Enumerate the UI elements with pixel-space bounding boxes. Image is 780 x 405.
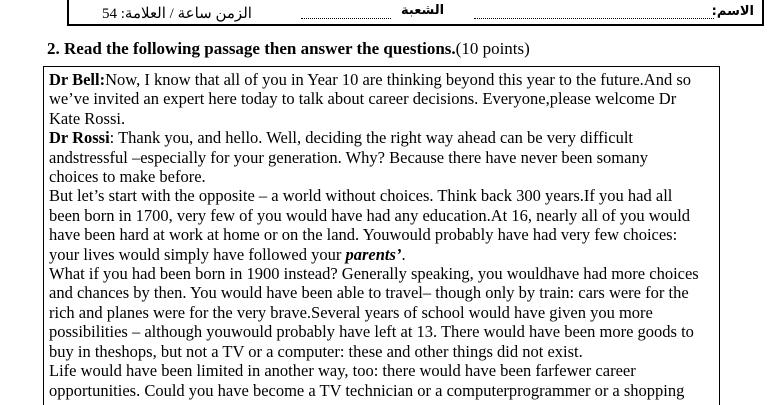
passage-line: Kate Rossi. [49,108,126,128]
speaker-name: Dr Bell: [49,70,106,89]
passage-line: andstressful –especially for your generation. Why? Because there have never been somany [49,147,648,167]
question-heading [47,39,530,59]
name-label: الاسم: [711,4,754,19]
passage-line: have been hard at work at home or on the land. Youwould probably have had very few choices: [49,225,678,245]
reading-passage [43,66,720,405]
emphasized-word: parents’ [345,244,402,264]
passage-line: been born in 1700, very few of you would have had any education.At 16, nearly all of you would [49,205,691,225]
passage-line: possibilities – although youwould probably have left at 13. There would have been more goods to [49,322,694,342]
passage-line: rich and planes were for the very brave.Several years of school would have given you more [49,302,653,322]
passage-line: What if you had been born in 1900 instead? Generally speaking, you wouldhave had more choices [49,264,699,284]
question-points: (10 points) [455,39,530,58]
passage-line: and chances by then. You would have been able to travel– though only by train: cars were for the [49,283,689,303]
passage-line: buy in theshops, but not a TV or a computer: these and other things did not exist. [49,341,583,361]
passage-line: Life would have been limited in another way, too: there would have been farfewer career [49,361,636,381]
passage-line: we’ve invited an expert here today to talk about career decisions. Everyone,please welcome Dr [49,89,677,109]
class-label: الشعبة [401,3,445,18]
passage-line: your lives would simply have followed your parents’. [49,244,406,264]
question-prompt: 2. Read the following passage then answer the questions. [47,39,456,58]
student-info-header [67,0,764,26]
passage-line: opportunities. Could you have become a TV technician or a computerprogrammer or a shopping [49,380,685,400]
name-field[interactable] [474,4,714,19]
passage-line: Dr Bell:Now, I know that all of you in Year 10 are thinking beyond this year to the future.And so [49,70,692,89]
passage-line: choices to make before. [49,167,206,187]
passage-line: Dr Rossi: Thank you, and hello. Well, deciding the right way ahead can be very difficult [49,128,633,148]
speaker-name: Dr Rossi [49,128,110,148]
passage-line: But let’s start with the opposite – a world without choices. Think back 300 years.If you had all [49,186,673,206]
time-grade-label: الزمن ساعة / العلامة: 54 [102,6,252,22]
class-field[interactable] [301,4,391,19]
